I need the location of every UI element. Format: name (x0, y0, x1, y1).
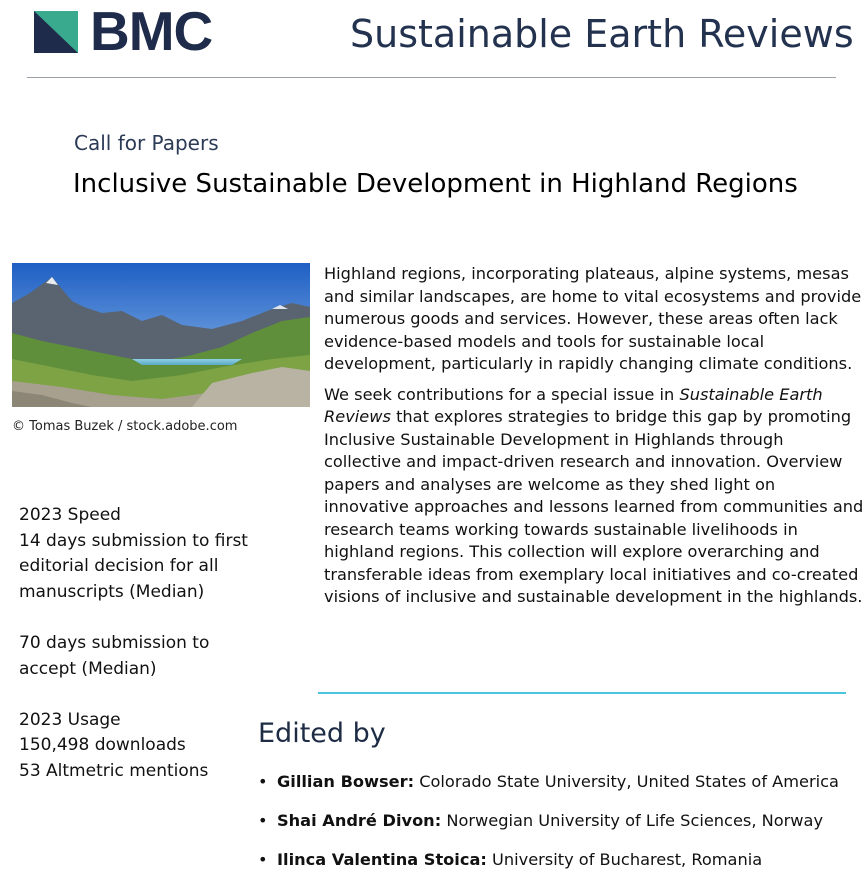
bullet-icon: • (258, 850, 268, 869)
journal-name-italic: Sustainable Earth Reviews (324, 384, 823, 426)
photo-credit: © Tomas Buzek / stock.adobe.com (12, 419, 238, 434)
description-text (324, 263, 864, 617)
journal-title: Sustainable Earth Reviews (350, 12, 854, 56)
editor-affiliation: University of Bucharest, Romania (486, 850, 763, 869)
edited-by-heading: Edited by (258, 718, 386, 749)
section-divider (318, 692, 846, 694)
speed-metric-line: 14 days submission to first (19, 530, 248, 551)
editor-item (258, 772, 839, 792)
spacer (19, 605, 299, 631)
editor-name: Ilinca Valentina Stoica: (277, 850, 487, 869)
accept-metric-line: accept (Median) (19, 658, 157, 679)
editor-affiliation: Colorado State University, United States of America (414, 772, 839, 791)
editor-name: Gillian Bowser: (277, 772, 415, 791)
highland-landscape-photo (12, 263, 310, 407)
editor-item (258, 850, 839, 870)
journal-metrics (19, 503, 299, 785)
description-paragraph-2 (324, 384, 864, 609)
bmc-logo-text: BMC (90, 0, 213, 62)
usage-heading: 2023 Usage (19, 709, 121, 730)
accept-metric-line: 70 days submission to (19, 632, 210, 653)
speed-metric-line: editorial decision for all (19, 556, 219, 577)
downloads-metric: 150,498 downloads (19, 735, 186, 756)
editor-list (258, 772, 839, 889)
collection-title: Inclusive Sustainable Development in Highland Regions (73, 169, 798, 199)
description-paragraph-1: Highland regions, incorporating plateaus, alpine systems, mesas and similar landscapes, are home to vital ecosystems and provide numerous goods and services. However, these areas often lack evidence-based models and tools for sustainable local development, particularly in rapidly changing climate conditions. (324, 264, 862, 373)
editor-name: Shai André Divon: (277, 811, 442, 830)
paragraph-2-body: that explores strategies to bridge this gap by promoting Inclusive Sustainable Development in Highlands through collective and impact-driven research and innovation. Overview papers and analyses are welcome as they shed light on innovative approaches and lessons learned from communities and research teams working towards sustainable livelihoods in highland regions. This collection will explore overarching and transferable ideas from exemplary local initiatives and co-created visions of inclusive and sustainable development in the highlands. (324, 407, 864, 606)
speed-heading: 2023 Speed (19, 505, 121, 525)
altmetric-metric: 53 Altmetric mentions (19, 760, 209, 781)
editor-item (258, 811, 839, 831)
paragraph-2-intro: We seek contributions for a special issue in (324, 384, 680, 404)
bmc-logo-mark (34, 11, 78, 53)
spacer (19, 682, 299, 708)
bullet-icon: • (258, 772, 268, 791)
header-divider (27, 77, 836, 78)
bullet-icon: • (258, 811, 268, 830)
speed-metric-line: manuscripts (Median) (19, 581, 205, 602)
editor-affiliation: Norwegian University of Life Sciences, Norway (441, 811, 824, 830)
call-for-papers-label: Call for Papers (74, 131, 219, 155)
